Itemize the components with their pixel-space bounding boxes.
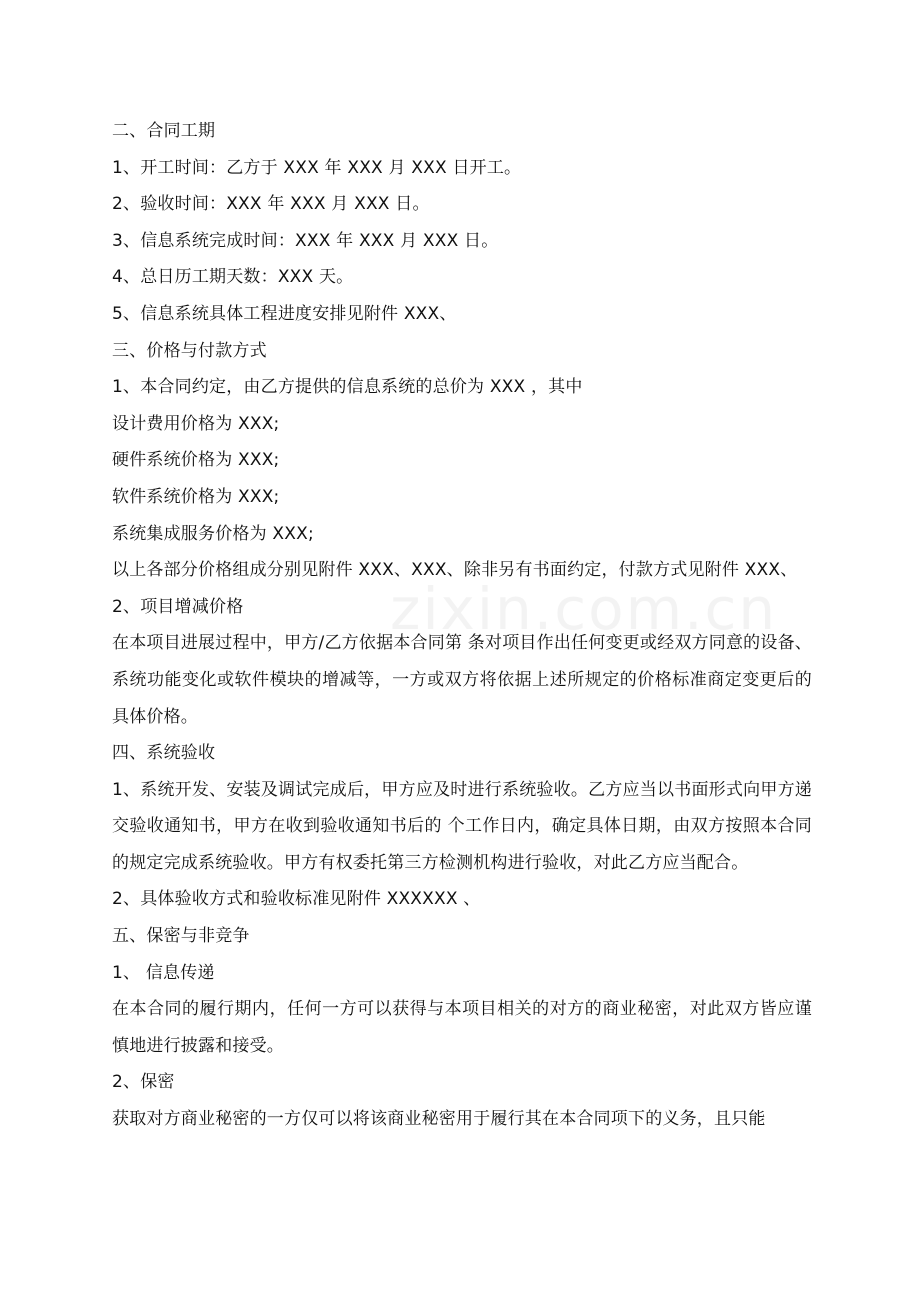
section-heading-confidentiality: 五、保密与非竞争 [112,926,250,947]
price-adjustment-heading: 2、项目增减价格 [112,596,244,617]
contract-body [112,113,812,1138]
acceptance-paragraph: 1、系统开发、安装及调试完成后，甲方应及时进行系统验收。乙方应当以书面形式向甲方递交验收通知书，甲方在收到验收通知书后的 个工作日内，确定具体日期，由双方按照本合同的规定完成系统验收。甲方有权委托第三方检测机构进行验收，对此乙方应当配合。 [112,779,812,873]
total-days-item: 4、总日历工期天数：XXX 天。 [112,267,354,288]
info-transfer-paragraph: 在本合同的履行期内，任何一方可以获得与本项目相关的对方的商业秘密，对此双方皆应谨慎地进行披露和接受。 [112,999,812,1056]
integration-price-line: 系统集成服务价格为 XXX; [112,523,314,544]
acceptance-standard-item: 2、具体验收方式和验收标准见附件 XXXXXX 、 [112,889,481,910]
section-heading-price: 三、价格与付款方式 [112,340,267,361]
acceptance-time-item: 2、验收时间：XXX 年 XXX 月 XXX 日。 [112,194,430,215]
watermark: zixin.com.cn [390,575,778,643]
price-breakdown-line: 以上各部分价格组成分别见附件 XXX、XXX、除非另有书面约定，付款方式见附件 XXX、 [112,560,798,581]
start-time-item: 1、开工时间：乙方于 XXX 年 XXX 月 XXX 日开工。 [112,157,522,178]
design-fee-line: 设计费用价格为 XXX; [112,413,280,434]
price-adjustment-paragraph: 在本项目进展过程中，甲方/乙方依据本合同第 条对项目作出任何变更或经双方同意的设备、系统功能变化或软件模块的增减等，一方或双方将依据上述所规定的价格标准商定变更后的具体价格。 [112,633,812,727]
info-transfer-heading: 1、 信息传递 [112,962,215,983]
confidentiality-heading: 2、保密 [112,1072,175,1093]
confidentiality-paragraph: 获取对方商业秘密的一方仅可以将该商业秘密用于履行其在本合同项下的义务，且只能 [112,1109,766,1130]
software-price-line: 软件系统价格为 XXX; [112,486,280,507]
total-price-item: 1、本合同约定，由乙方提供的信息系统的总价为 XXX ，其中 [112,377,583,398]
hardware-price-line: 硬件系统价格为 XXX; [112,450,280,471]
completion-time-item: 3、信息系统完成时间：XXX 年 XXX 月 XXX 日。 [112,230,499,251]
section-heading-duration: 二、合同工期 [112,121,216,141]
section-heading-acceptance: 四、系统验收 [112,743,216,764]
schedule-appendix-item: 5、信息系统具体工程进度安排见附件 XXX、 [112,303,457,324]
